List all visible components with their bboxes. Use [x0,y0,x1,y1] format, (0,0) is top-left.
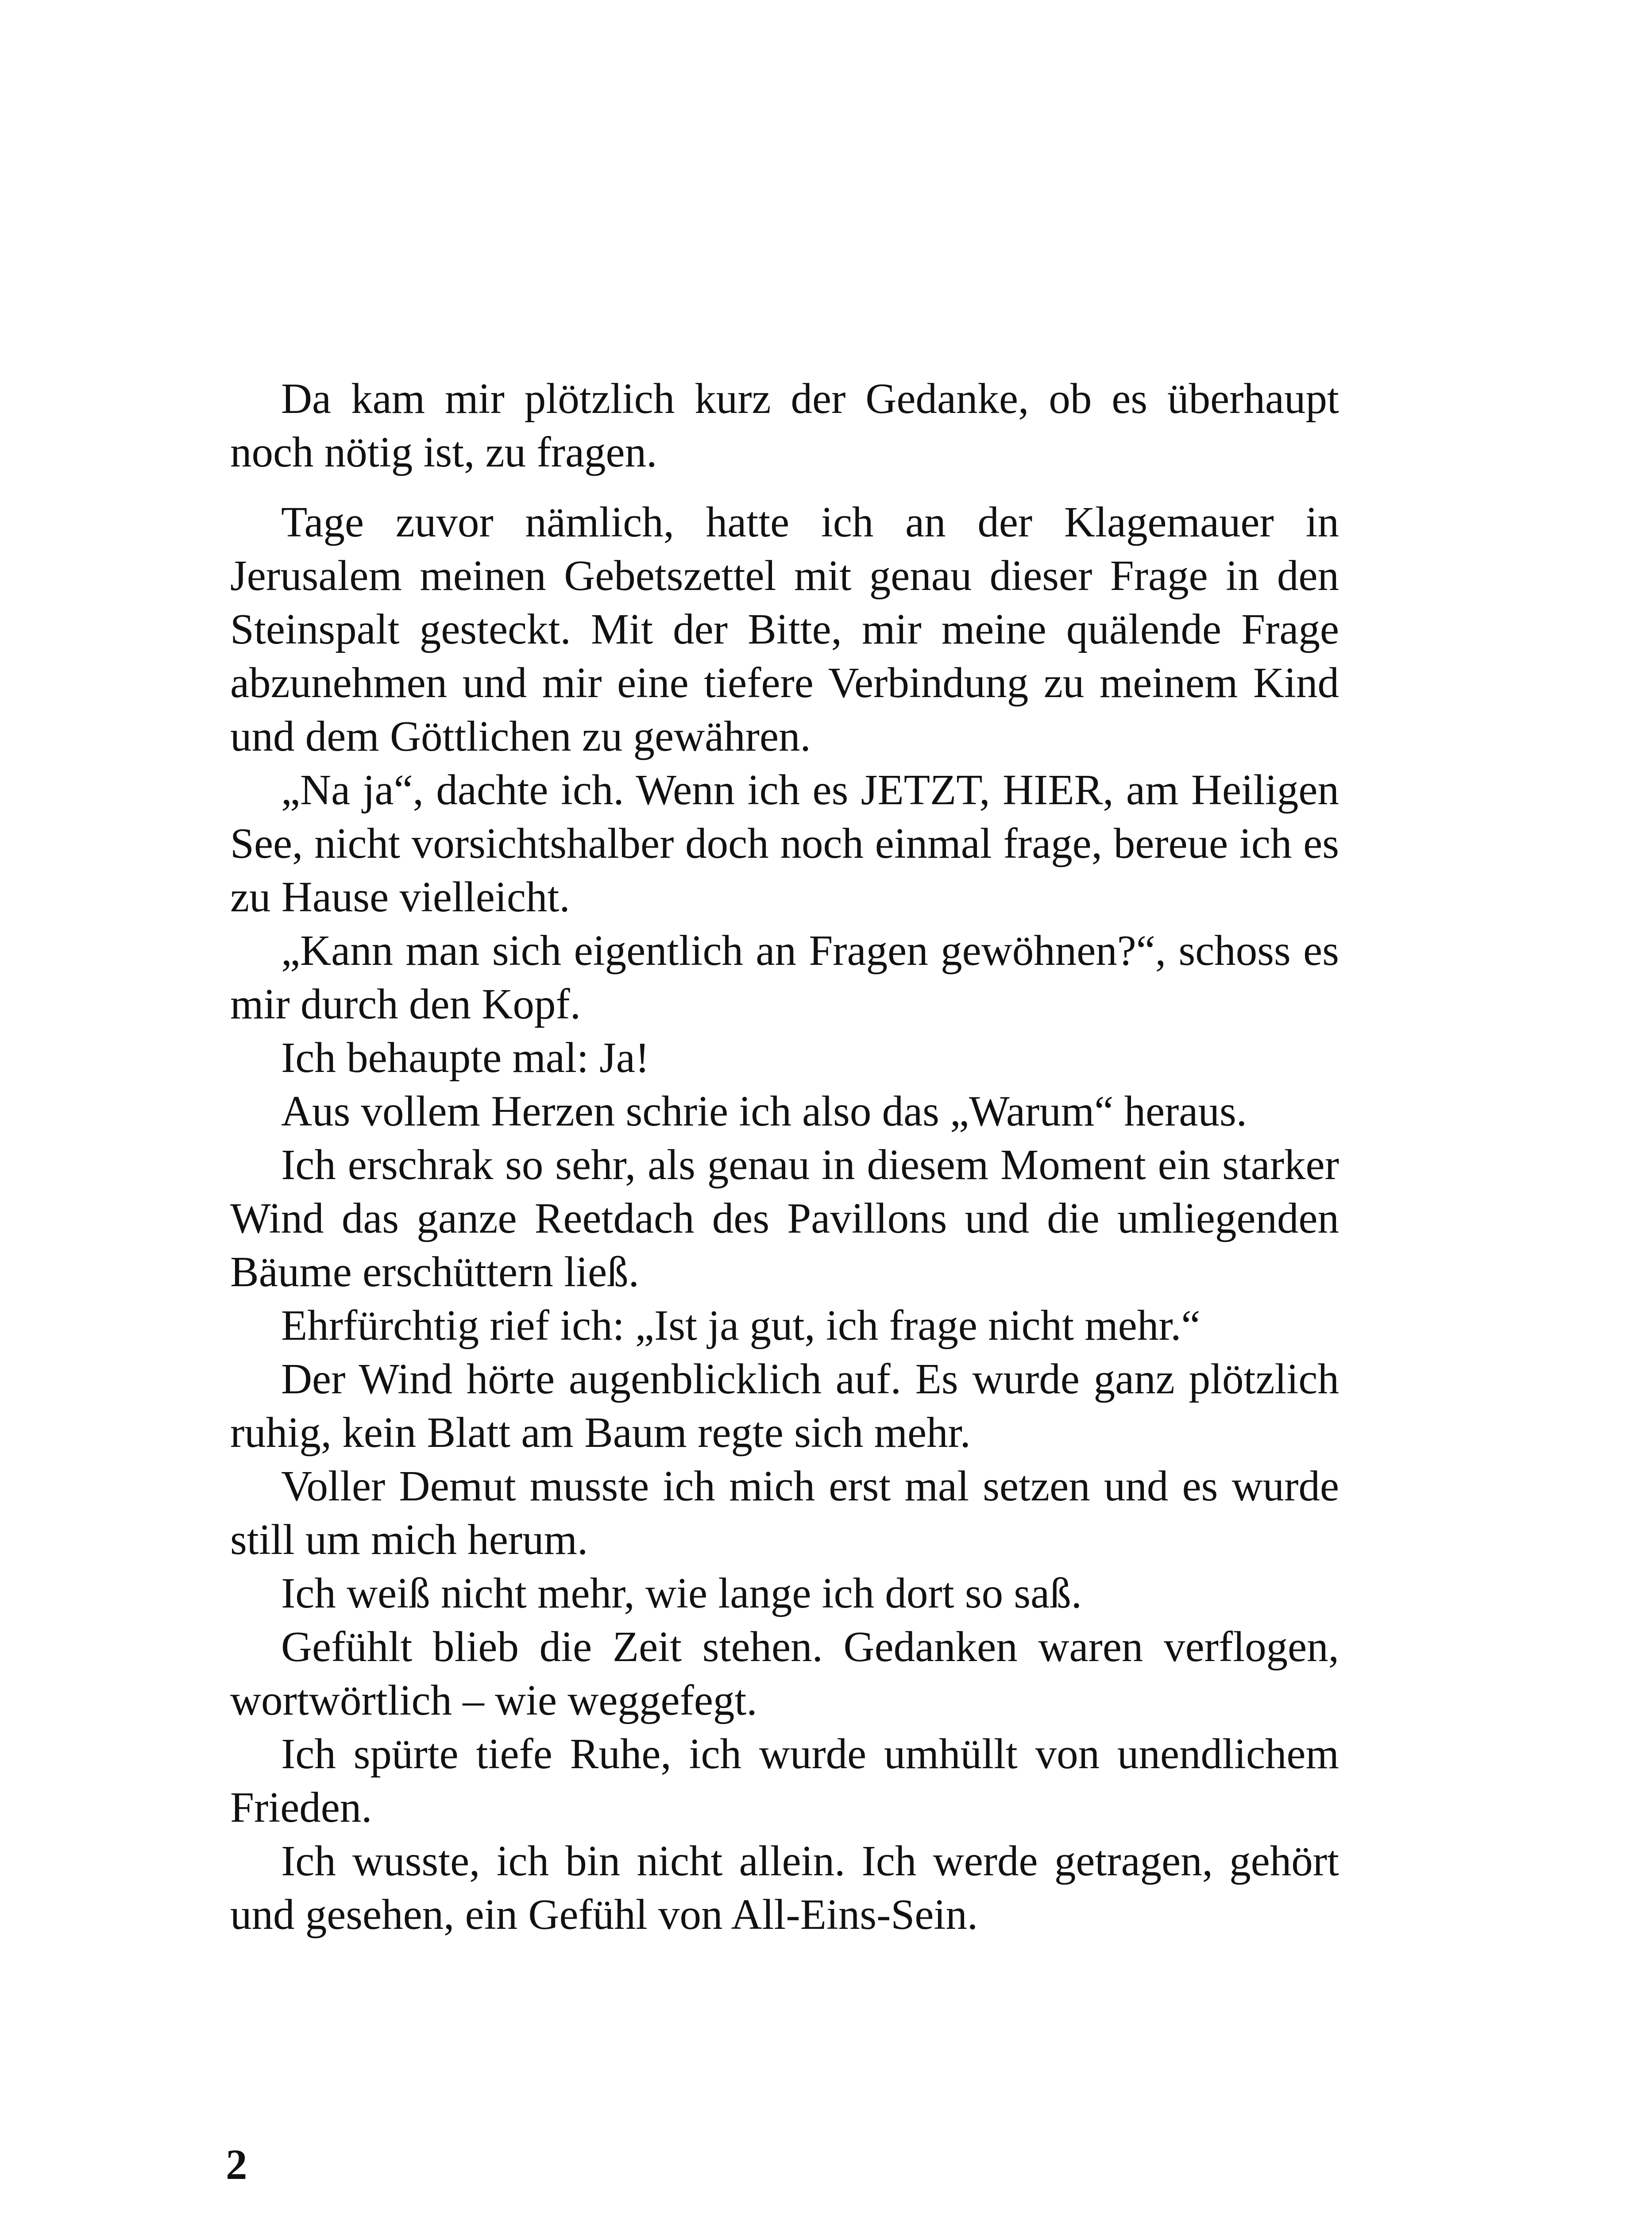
paragraph: Voller Demut musste ich mich erst mal setzen und es wurde still um mich herum. [230,1462,1339,1563]
body-text [230,372,1339,1941]
paragraph: Ich behaupte mal: Ja! [281,1034,650,1081]
paragraph: Ich weiß nicht mehr, wie lange ich dort so saß. [281,1569,1082,1617]
paragraph: Ich wusste, ich bin nicht allein. Ich werde getragen, gehört und gesehen, ein Gefühl von All-Eins-Sein. [230,1837,1339,1938]
paragraph: Ich erschrak so sehr, als genau in diesem Moment ein starker Wind das ganze Reetdach des Pavillons und die umliegenden Bäume erschüttern ließ. [230,1141,1339,1295]
paragraph: Der Wind hörte augenblicklich auf. Es wurde ganz plötzlich ruhig, kein Blatt am Baum regte sich mehr. [230,1355,1339,1456]
paragraph: „Na ja“, dachte ich. Wenn ich es JETZT, HIER, am Heiligen See, nicht vorsichtshalber doch noch einmal frage, bereue ich es zu Hause vielleicht. [230,766,1339,921]
paragraph: Aus vollem Herzen schrie ich also das „Warum“ heraus. [281,1087,1247,1135]
paragraph: Ich spürte tiefe Ruhe, ich wurde umhüllt von unendlichem Frieden. [230,1730,1339,1831]
paragraph: „Kann man sich eigentlich an Fragen gewöhnen?“, schoss es mir durch den Kopf. [230,927,1339,1028]
paragraph: Da kam mir plötzlich kurz der Gedanke, ob es überhaupt noch nötig ist, zu fragen. [230,375,1339,476]
paragraph: Tage zuvor nämlich, hatte ich an der Klagemauer in Jerusalem meinen Gebetszettel mit genau dieser Frage in den Steinspalt gesteckt. Mit der Bitte, mir meine quälende Frage abzunehmen und mir eine tiefere Verbindung zu meinem Kind und dem Göttlichen zu gewähren. [230,498,1339,760]
page-number: 2 [226,2141,247,2188]
paragraph: Ehrfürchtig rief ich: „Ist ja gut, ich frage nicht mehr.“ [281,1302,1200,1349]
paragraph: Gefühlt blieb die Zeit stehen. Gedanken waren verflogen, wortwörtlich – wie weggefegt. [230,1623,1339,1724]
